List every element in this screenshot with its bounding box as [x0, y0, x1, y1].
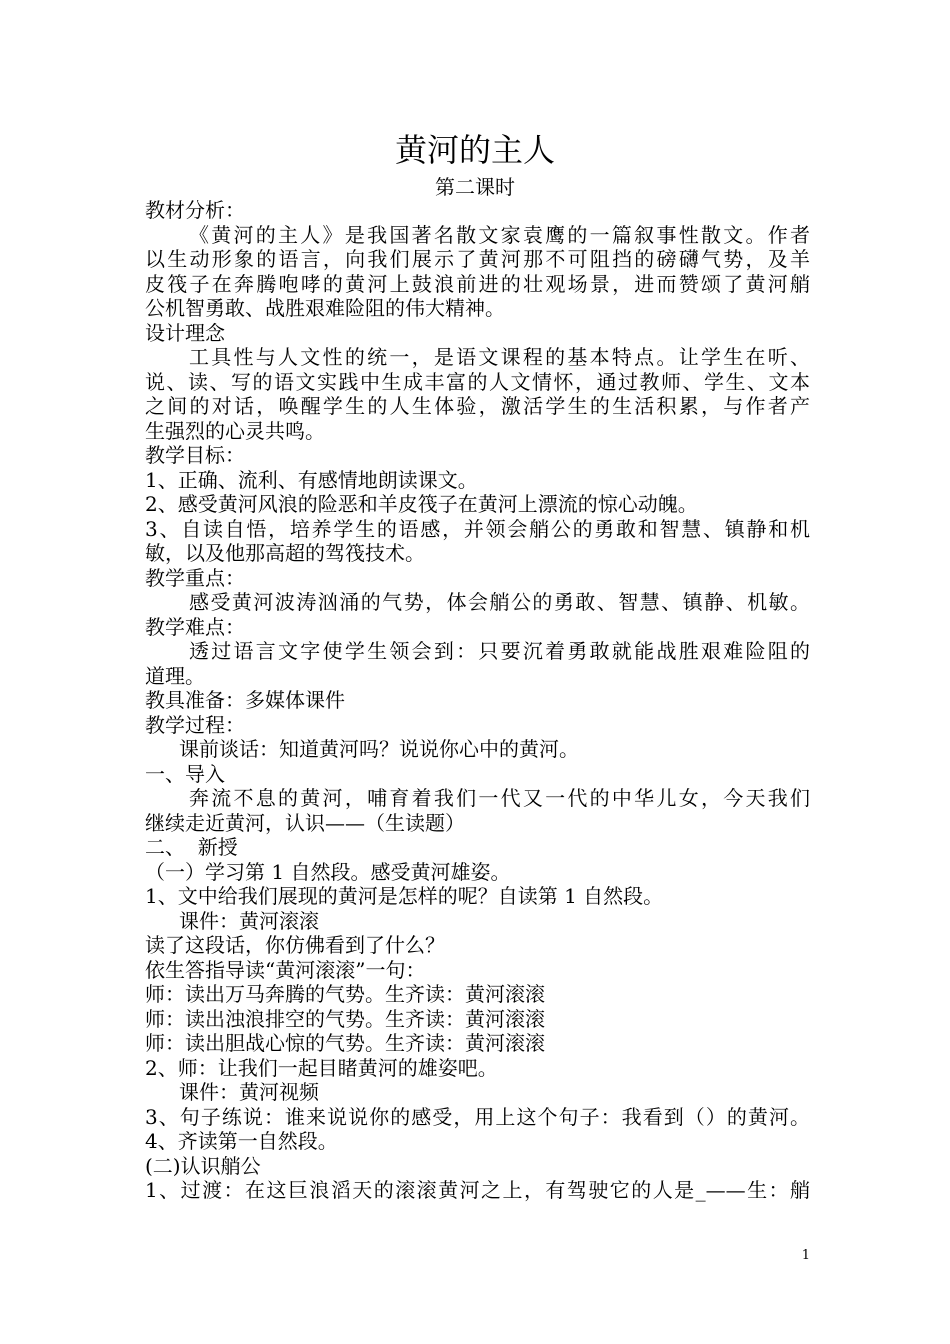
dialogue-line: 师：读出浊浪排空的气势。生齐读：黄河滚滚: [145, 1006, 545, 1031]
section-heading: 教具准备：多媒体课件: [145, 688, 345, 712]
section-heading: 一、导入: [145, 761, 225, 786]
list-item: 2、感受黄河风浪的险恶和羊皮筏子在黄河上漂流的惊心动魄。: [145, 492, 698, 516]
paragraph-line: 继续走近黄河，认识——（生读题）: [145, 810, 465, 835]
section-heading: 二、 新授: [145, 835, 238, 859]
section-heading: 设计理念: [145, 320, 225, 345]
section-heading: 教学过程：: [145, 712, 245, 737]
section-heading: 教材分析：: [145, 198, 245, 222]
section-heading: 教学重点：: [145, 565, 245, 590]
paragraph-line: 奔流不息的黄河，哺育着我们一代又一代的中华儿女，今天我们: [189, 786, 810, 810]
paragraph-line: 《黄河的主人》是我国著名散文家袁鹰的一篇叙事性散文。作者: [189, 222, 810, 247]
document-subtitle: 第二课时: [435, 175, 515, 199]
dialogue-line: 师：读出胆战心惊的气势。生齐读：黄河滚滚: [145, 1031, 545, 1055]
paragraph-line: 生强烈的心灵共鸣。: [145, 418, 325, 443]
paragraph-line: 说、读、写的语文实践中生成丰富的人文情怀，通过教师、学生、文本: [145, 369, 810, 394]
list-item: 1、过渡：在这巨浪滔天的滚滚黄河之上，有驾驶它的人是_——生：艄: [145, 1178, 810, 1202]
list-item: 1、正确、流利、有感情地朗读课文。: [145, 467, 478, 492]
paragraph-line: 依生答指导读“黄河滚滚”一句：: [145, 957, 426, 982]
paragraph-line: 以生动形象的语言，向我们展示了黄河那不可阻挡的磅礴气势，及羊: [145, 247, 810, 271]
list-item: 4、齐读第一自然段。: [145, 1129, 338, 1153]
subsection-heading: （一）学习第 1 自然段。感受黄河雄姿。: [145, 859, 511, 884]
document-title: 黄河的主人: [394, 131, 555, 169]
paragraph-line: 感受黄河波涛汹涌的气势，体会艄公的勇敢、智慧、镇静、机敏。: [189, 590, 810, 614]
paragraph-line: 道理。: [145, 663, 205, 688]
paragraph-line: 之间的对话，唤醒学生的人生体验，激活学生的生活积累，与作者产: [145, 394, 810, 418]
paragraph-line: 读了这段话，你仿佛看到了什么？: [145, 933, 445, 957]
list-item: 2、师：让我们一起目睹黄河的雄姿吧。: [145, 1055, 498, 1080]
paragraph-line: 公机智勇敢、战胜艰难险阻的伟大精神。: [145, 296, 505, 320]
courseware-note: 课件：黄河滚滚: [179, 908, 319, 933]
courseware-note: 课件：黄河视频: [179, 1080, 319, 1104]
paragraph-line: 皮筏子在奔腾咆哮的黄河上鼓浪前进的壮观场景，进而赞颂了黄河艄: [145, 271, 810, 296]
section-heading: 教学目标：: [145, 443, 245, 467]
section-heading: 教学难点：: [145, 614, 245, 639]
dialogue-line: 师：读出万马奔腾的气势。生齐读：黄河滚滚: [145, 982, 545, 1006]
paragraph-line: 课前谈话：知道黄河吗？说说你心中的黄河。: [179, 737, 579, 761]
list-item: 3、句子练说：谁来说说你的感受，用上这个句子：我看到（）的黄河。: [145, 1104, 810, 1129]
list-item: 敏，以及他那高超的驾筏技术。: [145, 541, 425, 565]
page-number: 1: [801, 1248, 810, 1263]
paragraph-line: 工具性与人文性的统一，是语文课程的基本特点。让学生在听、: [189, 345, 810, 369]
paragraph-line: 透过语言文字使学生领会到：只要沉着勇敢就能战胜艰难险阻的: [189, 639, 810, 663]
subsection-heading: (二)认识艄公: [145, 1153, 261, 1178]
list-item: 1、文中给我们展现的黄河是怎样的呢？自读第 1 自然段。: [145, 884, 664, 908]
document-body: [145, 198, 810, 1203]
list-item: 3、自读自悟，培养学生的语感，并领会艄公的勇敢和智慧、镇静和机: [145, 516, 810, 541]
